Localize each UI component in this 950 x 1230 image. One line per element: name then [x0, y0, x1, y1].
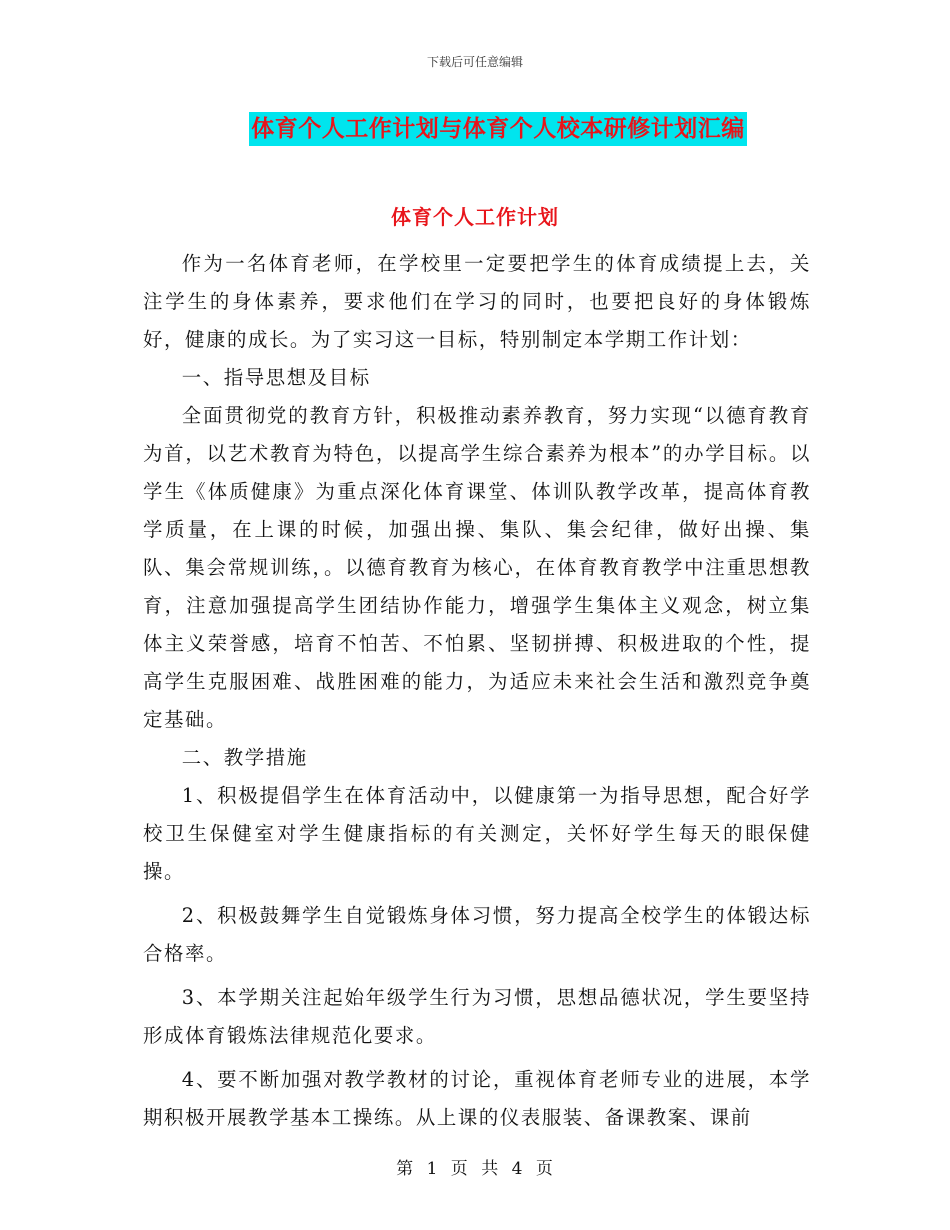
main-title-container: [0, 112, 950, 146]
footer-mid1: 页: [450, 1159, 469, 1179]
paragraph-measure-2: 2、积极鼓舞学生自觉锻炼身体习惯，努力提高全校学生的体锻达标合格率。: [143, 904, 811, 965]
footer-page-total: 4: [511, 1159, 524, 1179]
heading-teaching-measures: 二、教学措施: [181, 746, 308, 769]
main-title: 体育个人工作计划与体育个人校本研修计划汇编: [249, 112, 747, 146]
paragraph-measure-1: 1、积极提倡学生在体育活动中，以健康第一为指导思想，配合好学校卫生保健室对学生健康指标的有关测定，关怀好学生每天的眼保健操。: [143, 784, 811, 883]
paragraph-measure-4: 4、要不断加强对教学教材的讨论，重视体育老师专业的进展，本学期积极开展教学基本工操练。从上课的仪表服装、备课教案、课前: [143, 1068, 811, 1129]
page-footer: [0, 1154, 950, 1179]
document-body: [143, 245, 811, 1137]
heading-guiding-thought: 一、指导思想及目标: [181, 366, 371, 389]
section-title: 体育个人工作计划: [391, 205, 559, 229]
page-header-note: 下载后可任意编辑: [426, 55, 523, 69]
paragraph-measure-3: 3、本学期关注起始年级学生行为习惯，思想品德状况，学生要坚持形成体育锻炼法律规范化要求。: [143, 986, 811, 1047]
footer-prefix: 第: [396, 1159, 415, 1179]
footer-suffix: 页: [535, 1159, 554, 1179]
footer-mid2: 共: [481, 1159, 500, 1179]
paragraph-intro: 作为一名体育老师，在学校里一定要把学生的体育成绩提上去，关注学生的身体素养，要求他们在学习的同时，也要把良好的身体锻炼好，健康的成长。为了实习这一目标，特别制定本学期工作计划：: [143, 252, 811, 351]
footer-page-current: 1: [426, 1159, 439, 1179]
paragraph-guiding-thought: 全面贯彻党的教育方针，积极推动素养教育，努力实现“以德育教育为首，以艺术教育为特色，以提高学生综合素养为根本”的办学目标。以学生《体质健康》为重点深化体育课堂、体训队教学改革，提高体育教学质量，在上课的时候，加强出操、集队、集会纪律，做好出操、集队、集会常规训练，。以德育教育为核心，在体育教育教学中注重思想教育，注意加强提高学生团结协作能力，增强学生集体主义观念，树立集体主义荣誉感，培育不怕苦、不怕累、坚韧拼搏、积极进取的个性，提高学生克服困难、战胜困难的能力，为适应未来社会生活和激烈竞争奠定基础。: [143, 404, 811, 731]
